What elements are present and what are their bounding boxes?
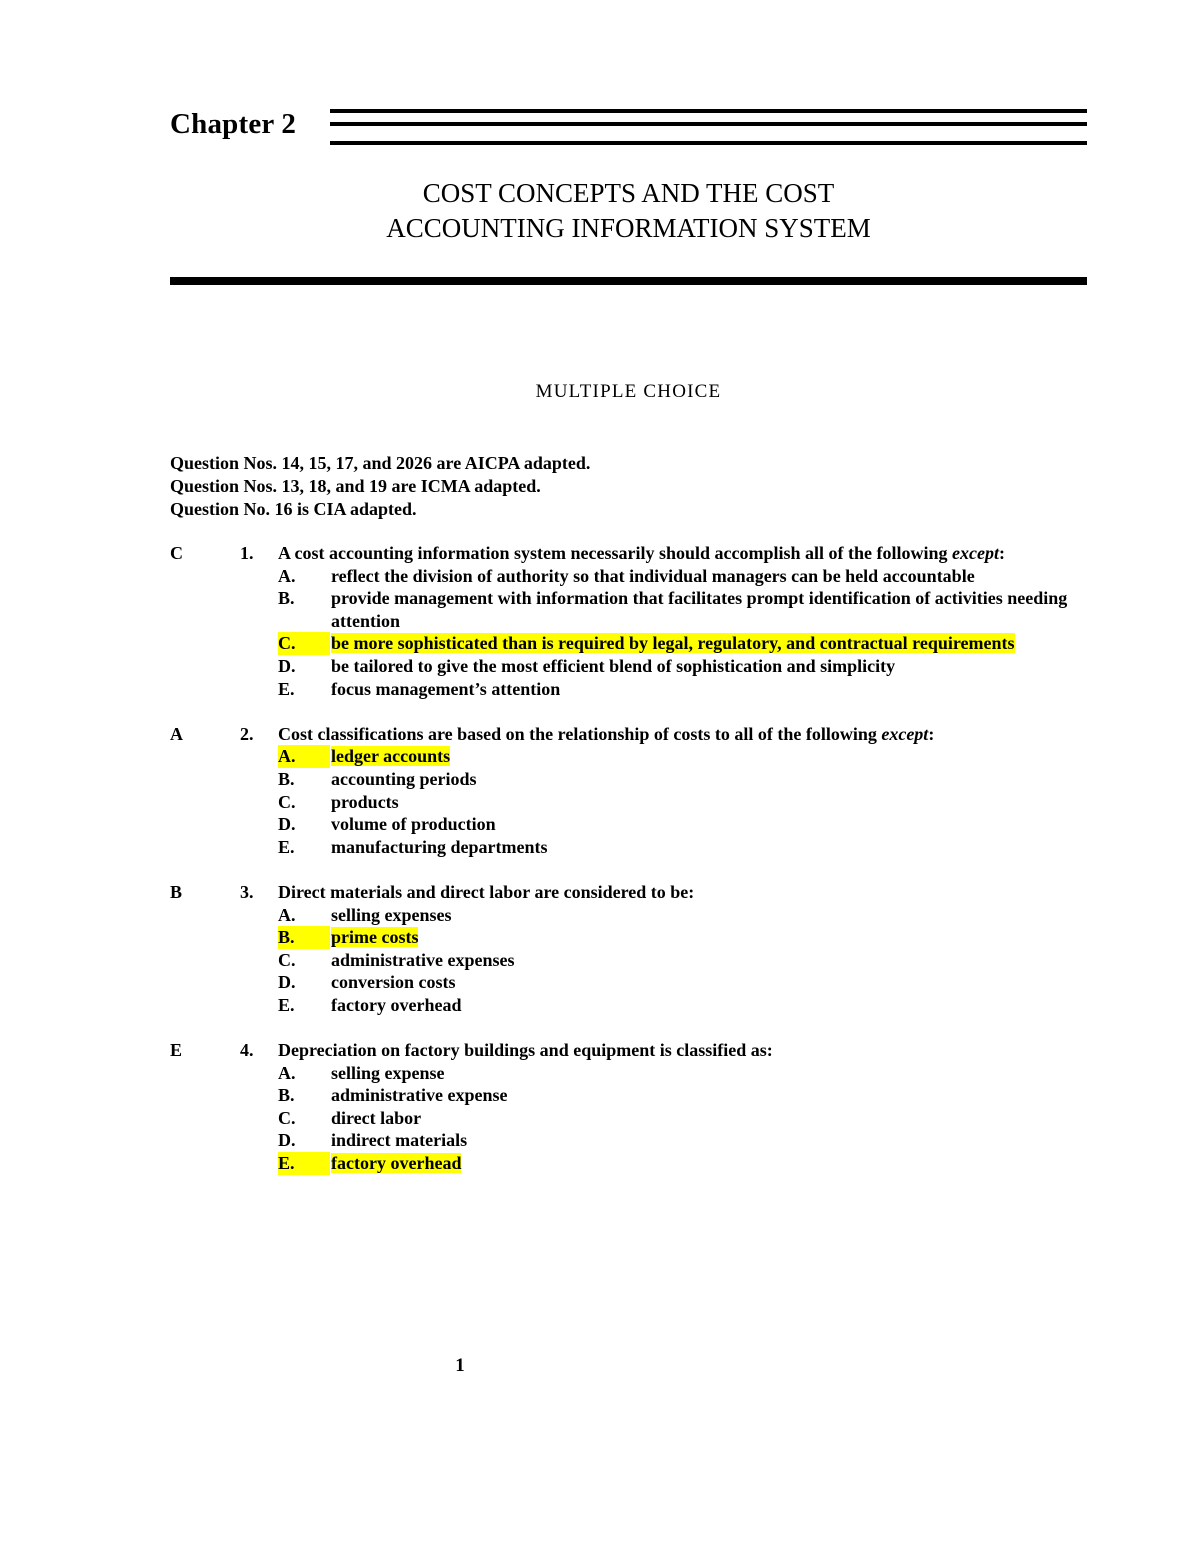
answer-choice-correct [170, 632, 1110, 655]
choice-text-content: provide management with information that facilitates prompt identification of activities needing attention [331, 588, 1068, 631]
choice-text [331, 791, 1091, 814]
question-stem [278, 723, 934, 746]
choice-letter [278, 632, 330, 655]
question-item [170, 542, 1110, 700]
choice-letter [278, 587, 330, 610]
choice-text-content: reflect the division of authority so that individual managers can be held accountable [331, 565, 975, 586]
answer-choice [170, 791, 1110, 814]
choice-text-content: indirect materials [331, 1130, 468, 1151]
choice-text-content: factory overhead [331, 1153, 462, 1174]
answer-choice [170, 971, 1110, 994]
choice-letter [278, 655, 330, 678]
choice-letter [278, 791, 330, 814]
question-stem [278, 1039, 773, 1062]
choice-text [331, 565, 1091, 588]
choice-letter [278, 813, 330, 836]
choice-letter-text: E. [278, 678, 295, 699]
choice-text-content: manufacturing departments [331, 836, 548, 857]
choice-text [331, 587, 1091, 632]
choice-text [331, 655, 1091, 678]
chapter-label: Chapter 2 [170, 108, 297, 140]
answer-choice [170, 949, 1110, 972]
answer-choice [170, 994, 1110, 1017]
answer-choice [170, 1062, 1110, 1085]
question-stem [278, 542, 1005, 565]
section-heading: MULTIPLE CHOICE [535, 381, 722, 402]
choice-letter-text: D. [278, 972, 296, 993]
question-stem-row [170, 542, 1110, 565]
source-note: Question Nos. 13, 18, and 19 are ICMA adapted. [170, 476, 541, 496]
choice-letter [278, 971, 330, 994]
choice-text-content: accounting periods [331, 768, 477, 789]
question-number: 3. [240, 881, 254, 902]
choice-text-content: direct labor [331, 1107, 422, 1128]
choice-text [331, 813, 1091, 836]
choice-text [331, 1107, 1091, 1130]
choice-text [331, 926, 1091, 949]
answer-choice-correct [170, 1152, 1110, 1175]
question-stem-emphasis: except [881, 723, 929, 744]
question-stem-emphasis: except [952, 543, 999, 563]
choice-letter-text: D. [278, 655, 296, 676]
choice-text-content: administrative expenses [331, 949, 515, 970]
answer-choice [170, 768, 1110, 791]
answer-choice [170, 678, 1110, 701]
choice-letter-text: A. [278, 1062, 296, 1083]
source-note: Question No. 16 is CIA adapted. [170, 499, 417, 519]
choice-letter [278, 768, 330, 791]
choice-text-content: focus management’s attention [331, 678, 561, 699]
choice-letter [278, 1152, 330, 1175]
choice-letter [278, 1107, 330, 1130]
header-rule [330, 122, 1087, 126]
question-stem [278, 881, 694, 904]
answer-key: E [170, 1040, 183, 1061]
answer-choice [170, 813, 1110, 836]
choice-text [331, 768, 1091, 791]
answer-choice [170, 1107, 1110, 1130]
answer-choice [170, 565, 1110, 588]
question-item [170, 881, 1110, 1017]
choice-text-content: conversion costs [331, 972, 456, 993]
choice-letter [278, 565, 330, 588]
answer-choice [170, 836, 1110, 859]
header-rule [330, 141, 1087, 145]
choice-text [331, 1062, 1091, 1085]
question-stem-text: Depreciation on factory buildings and equipment is classified as: [278, 1040, 773, 1061]
choice-letter [278, 994, 330, 1017]
choice-letter-text: E. [278, 994, 295, 1015]
choice-text-content: ledger accounts [331, 746, 451, 767]
choice-text-content: products [331, 791, 399, 812]
answer-key: B [170, 881, 183, 902]
choice-letter [278, 1084, 330, 1107]
choice-text [331, 1084, 1091, 1107]
choice-letter [278, 926, 330, 949]
choice-letter [278, 1062, 330, 1085]
choice-letter [278, 836, 330, 859]
question-list [170, 542, 1110, 1197]
choice-letter-text: B. [278, 1085, 295, 1106]
choice-letter [278, 904, 330, 927]
choice-letter-text: B. [278, 768, 295, 789]
choice-letter-text: E. [278, 1153, 295, 1174]
choice-letter-text: B. [278, 927, 295, 948]
chapter-title-line-1: COST CONCEPTS AND THE COST [422, 178, 835, 208]
question-stem-row [170, 1039, 1110, 1062]
choice-text [331, 745, 1091, 768]
question-stem-suffix: : [998, 543, 1005, 563]
choice-text-content: be more sophisticated than is required by legal, regulatory, and contractual requirements [331, 633, 1015, 654]
answer-choice [170, 1129, 1110, 1152]
choice-text [331, 836, 1091, 859]
answer-choice-correct [170, 926, 1110, 949]
choice-letter-text: A. [278, 565, 296, 586]
choice-text [331, 994, 1091, 1017]
choice-text [331, 971, 1091, 994]
answer-choice [170, 1084, 1110, 1107]
question-stem-text: A cost accounting information system necessarily should accomplish all of the following [278, 543, 952, 563]
choice-text-content: selling expenses [331, 904, 452, 925]
choice-letter-text: B. [278, 588, 295, 609]
choice-text-content: factory overhead [331, 994, 462, 1015]
choice-text-content: selling expense [331, 1062, 445, 1083]
chapter-title-line-2: ACCOUNTING INFORMATION SYSTEM [386, 213, 871, 243]
answer-choice [170, 655, 1110, 678]
question-item [170, 723, 1110, 859]
choice-text-content: administrative expense [331, 1085, 508, 1106]
question-stem-text: Direct materials and direct labor are considered to be: [278, 881, 695, 902]
question-number: 2. [240, 723, 254, 744]
choice-letter [278, 745, 330, 768]
choice-letter-text: A. [278, 904, 296, 925]
choice-text-content: prime costs [331, 927, 419, 948]
choice-letter-text: C. [278, 949, 296, 970]
answer-key: A [170, 723, 183, 744]
choice-text [331, 1129, 1091, 1152]
choice-letter-text: D. [278, 1130, 296, 1151]
header-rule [330, 109, 1087, 113]
answer-key: C [170, 543, 183, 563]
choice-letter-text: C. [278, 791, 296, 812]
page-number: 1 [455, 1355, 465, 1376]
choice-letter [278, 949, 330, 972]
question-stem-text: Cost classifications are based on the relationship of costs to all of the following [278, 723, 882, 744]
question-number: 1. [240, 543, 254, 563]
choice-text [331, 949, 1091, 972]
choice-letter-text: C. [278, 633, 296, 654]
choice-letter [278, 678, 330, 701]
choice-letter-text: D. [278, 814, 296, 835]
source-note: Question Nos. 14, 15, 17, and 2026 are AICPA adapted. [170, 453, 591, 473]
answer-choice [170, 587, 1110, 632]
choice-text [331, 904, 1091, 927]
choice-text [331, 1152, 1091, 1175]
choice-text [331, 632, 1091, 655]
choice-text-content: volume of production [331, 814, 496, 835]
choice-text [331, 678, 1091, 701]
choice-letter-text: A. [278, 746, 296, 767]
question-stem-row [170, 881, 1110, 904]
question-stem-suffix: : [928, 723, 935, 744]
question-number: 4. [240, 1040, 254, 1061]
choice-letter-text: C. [278, 1107, 296, 1128]
choice-text-content: be tailored to give the most efficient blend of sophistication and simplicity [331, 655, 896, 676]
title-divider [170, 277, 1087, 285]
answer-choice [170, 904, 1110, 927]
choice-letter [278, 1129, 330, 1152]
question-stem-row [170, 723, 1110, 746]
question-item [170, 1039, 1110, 1175]
source-notes [170, 452, 590, 521]
chapter-title [170, 176, 1087, 246]
answer-choice-correct [170, 745, 1110, 768]
choice-letter-text: E. [278, 836, 295, 857]
